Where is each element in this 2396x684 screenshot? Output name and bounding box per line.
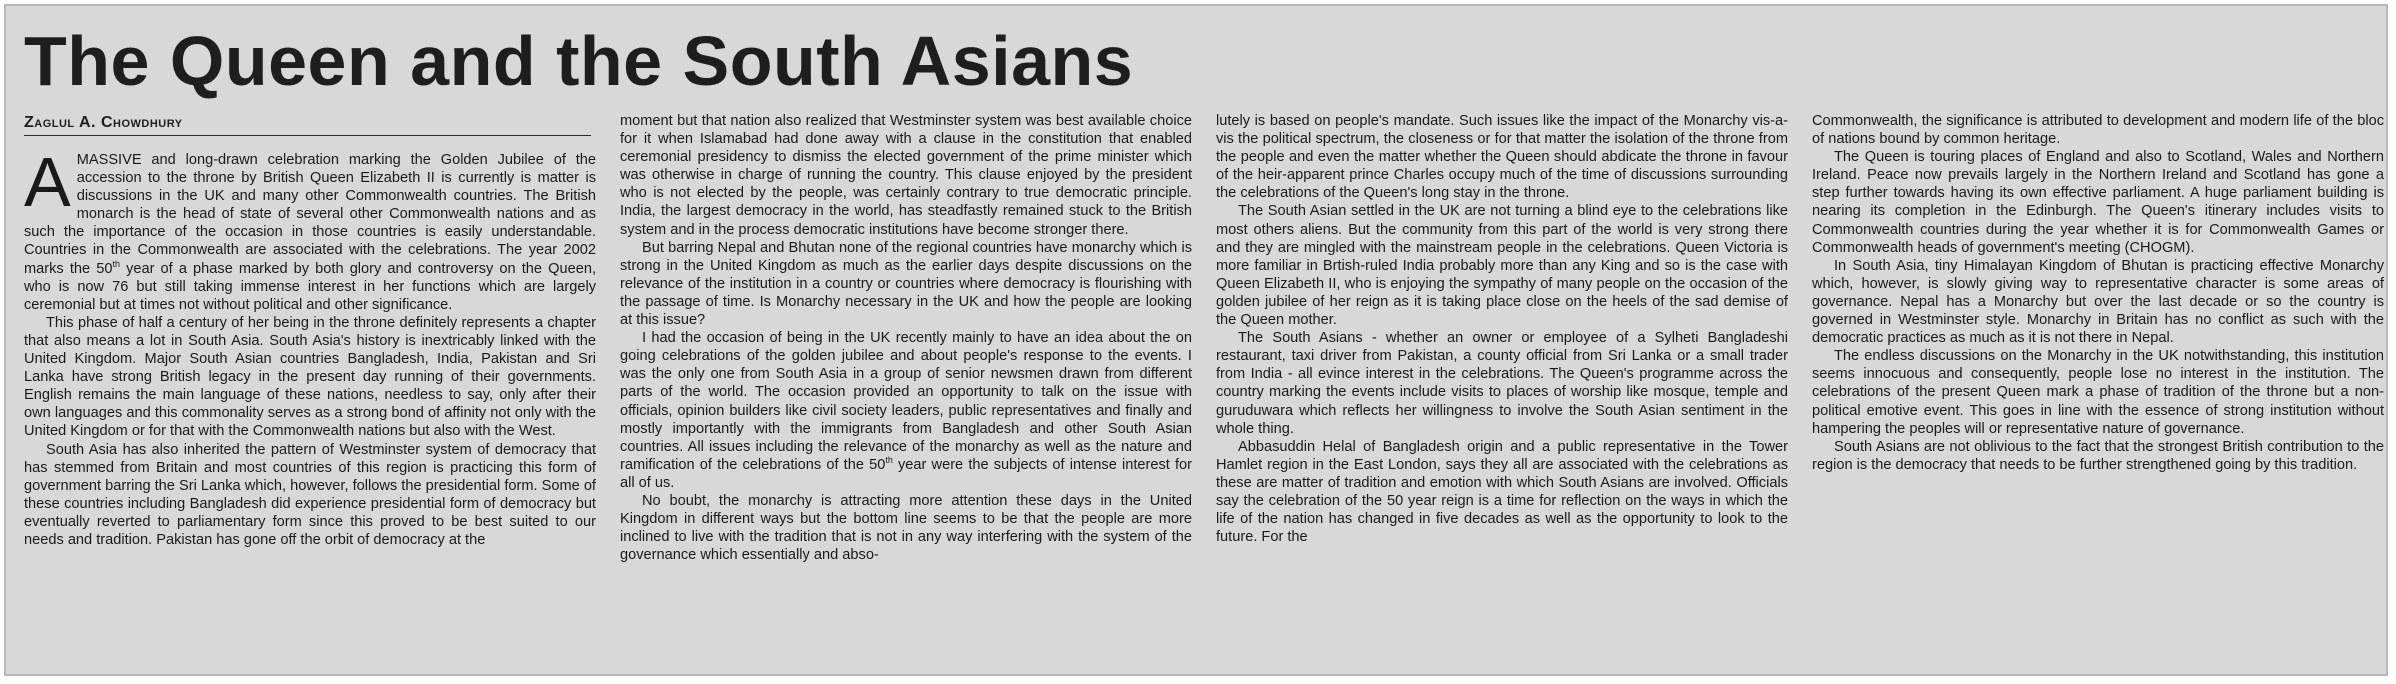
article-paragraph: Abbasuddin Helal of Bangladesh origin and a public representative in the Tower Hamlet region in the East London, says they all are associated with the celebrations as these are matter of tradition and emotion with which South Asians are involved. Officials say the celebration of the 50 year reign is a time for reflection on the ways in which the life of the nation has changed in five decades as well as the opportunity to look to the future. For the: [1216, 438, 1788, 546]
article-column-4: [1812, 112, 2384, 672]
paragraph-text: year were the subjects of intense interest for all of us.: [620, 456, 1192, 491]
article-paragraph: The South Asians - whether an owner or employee of a Sylheti Bangladeshi restaurant, taxi driver from Pakistan, a county official from Sri Lanka or a small trader from India - all evince interest in the celebrations. The Queen's programme across the country marking the events include visits to places of worship like mosque, temple and guruduwara which reflects her willingness to involve the South Asian sentiment in the whole thing.: [1216, 330, 1788, 437]
article-paragraph: No boubt, the monarchy is attracting more attention these days in the United Kingdom in different ways but the bottom line seems to be that the people are more inclined to live with the tradition that is not in any way interfering with the system of the governance which essentially and abso-: [620, 492, 1192, 564]
article-byline: Zaglul A. Chowdhury: [24, 113, 591, 136]
article-column-3: [1216, 112, 1788, 672]
article-paragraph: Commonwealth, the significance is attributed to development and modern life of the bloc of nations bound by common heritage.: [1812, 113, 2384, 148]
article-paragraph: In South Asia, tiny Himalayan Kingdom of Bhutan is practicing effective Monarchy which, however, is slowly giving way to representative character is some areas of governance. Nepal has a Monarchy but over the last decade or so the country is governed in Westminster style. Monarchy in Britain has no conflict as such with the democratic practices as much as it is not there in Nepal.: [1812, 257, 2384, 347]
paragraph-text: MASSIVE and long-drawn celebration marking the Golden Jubilee of the accession to the throne by British Queen Elizabeth II is currently is matter is discussions in the UK and many other Commonwealth countries. The British monarch is the head of state of several other Commonwealth nations and as such the importance of the occasion in those countries is easily understandable. Countries in the Commonwealth are associated with the celebrations. The year 2002 marks the 50: [24, 152, 596, 277]
article-paragraph: South Asia has also inherited the pattern of Westminster system of democracy that has stemmed from Britain and most countries of this region is practicing this form of government barring the Sri Lanka which, however, follows the presidential form. Some of these countries including Bangladesh did experience presidential form of democracy but eventually reverted to parliamentary form since this proved to be best suited to our needs and tradition. Pakistan has gone off the orbit of democracy at the: [24, 441, 596, 548]
paragraph-text: year of a phase marked by both glory and controversy on the Queen, who is now 76 but still taking immense interest in her functions which are largely ceremonial but at times not without political and other significance.: [24, 260, 596, 313]
article-paragraph: This phase of half a century of her being in the throne definitely represents a chapter that also means a lot in South Asia. South Asia's history is inextricably linked with the United Kingdom. Major South Asian countries Bangladesh, India, Pakistan and Sri Lanka have strong British legacy in the present day running of their governments. English remains the main language of these nations, needless to say, only after their own languages and this commonality serves as a strong bond of affinity not only with the United Kingdom or for that with the Commonwealth nations but also with the West.: [24, 314, 596, 440]
ordinal-suffix: th: [112, 258, 120, 269]
article-paragraph: The endless discussions on the Monarchy in the UK notwithstanding, this institution seems innocuous and consequently, people lose no interest in the institution. The celebrations of the present Queen mark a phase of tradition of the throne but a non-political emotive event. This goes in line with the essence of strong institution without hampering the peoples will or representative nature of governance.: [1812, 348, 2384, 437]
article-paragraph: South Asians are not oblivious to the fact that the strongest British contribution to the region is the democracy that needs to be further strengthened going by this tradition.: [1812, 438, 2384, 473]
article-column-2: [620, 112, 1192, 672]
article-paragraph: moment but that nation also realized that Westminster system was best available choice for it when Islamabad had done away with a clause in the constitution that enabled ceremonial presidency to dismiss the elected government of the prime minister which was otherwise in charge of running the country. This clause enjoyed by the president who is not elected by the people, was certainly contrary to true democratic principle. India, the largest democracy in the world, has steadfastly remained stuck to the British system and in the process democratic institutions have become stronger there.: [620, 113, 1192, 238]
drop-cap: A: [24, 151, 71, 221]
article-paragraph: But barring Nepal and Bhutan none of the regional countries have monarchy which is strong in the United Kingdom as much as the earlier days despite discussions on the relevance of the institution in a country or countries where democracy is flourishing with the passage of time. Is Monarchy necessary in the UK and how the people are looking at this issue?: [620, 239, 1192, 329]
ordinal-suffix: th: [885, 454, 893, 465]
article-paragraph: lutely is based on people's mandate. Such issues like the impact of the Monarchy vis-a-vis the political spectrum, the closeness or for that matter the isolation of the throne from the people and even the matter whether the Queen should abdicate the throne in favour of the heir-apparent prince Charles occupy much of the time of discussions surrounding the celebrations of the Queen's long stay in the throne.: [1216, 113, 1788, 202]
paragraph-text: I had the occasion of being in the UK recently mainly to have an idea about the on going celebrations of the golden jubilee and about people's response to the events. I was the only one from South Asia in a group of senior newsmen drawn from different parts of the world. The occasion provided an opportunity to talk on the issue with officials, opinion builders like civil society leaders, public representatives and finally and mostly importantly with the immigrants from Bangladesh and other South Asian countries. All issues including the relevance of the monarchy as well as the nature and ramification of the celebrations of the 50: [620, 330, 1192, 473]
article-paragraph: [24, 151, 596, 314]
article-paragraph: The Queen is touring places of England and also to Scotland, Wales and Northern Ireland. Peace now prevails largely in the Northern Ireland and Scotland has gone a step further towards having its own effective parliament. A huge parliament building is nearing its completion in the Edinburgh. The Queen's itinerary includes visits to Commonwealth countries during the year whether it is for Commonwealth Games or Commonwealth heads of government's meeting (CHOGM).: [1812, 149, 2384, 256]
article-column-1: [24, 151, 596, 673]
article-paragraph: The South Asian settled in the UK are not turning a blind eye to the celebrations like most others aliens. But the community from this part of the world is very strong there and they are mingled with the mainstream people in the celebrations. Queen Victoria is more familiar in Brtish-ruled India probably more than any King and so is the case with Queen Elizabeth II, who is enjoying the sympathy of many people on the occasion of the golden jubilee of her reign as it is taking place close on the heels of the sad demise of the Queen mother.: [1216, 203, 1788, 329]
newspaper-clipping: [4, 4, 2388, 676]
article-paragraph: [620, 329, 1192, 492]
article-headline: The Queen and the South Asians: [24, 22, 1134, 100]
